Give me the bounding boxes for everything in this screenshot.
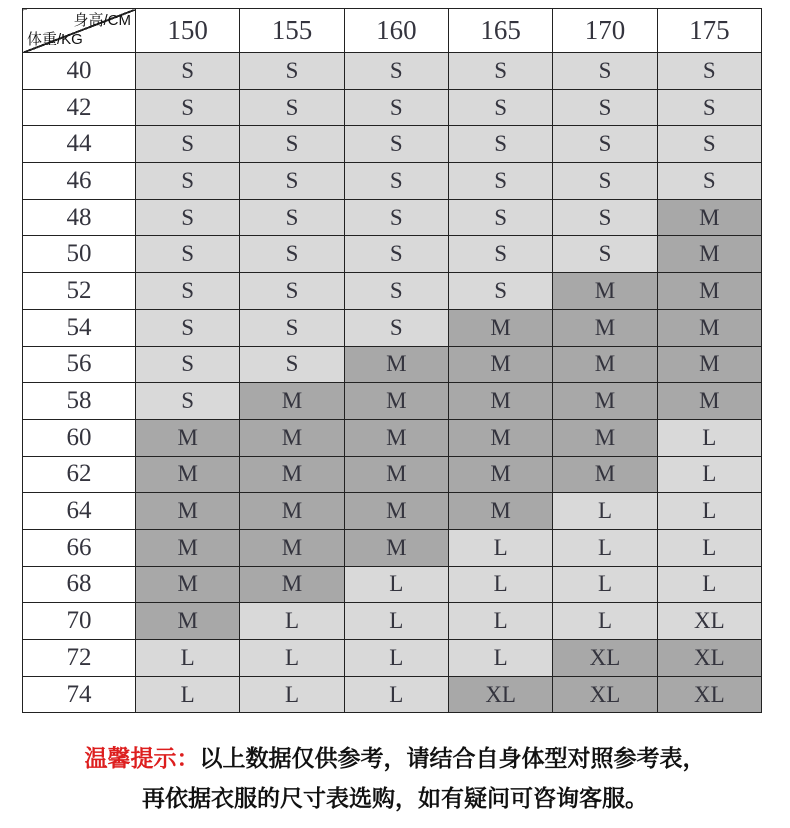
table-row [23, 529, 762, 566]
size-cell: L [240, 603, 344, 640]
size-cell: S [240, 236, 344, 273]
size-cell: S [448, 199, 552, 236]
size-cell: M [553, 309, 657, 346]
size-cell: S [136, 163, 240, 200]
notice-prefix: 温馨提示： [84, 745, 200, 771]
size-cell: M [136, 603, 240, 640]
size-cell: M [344, 383, 448, 420]
size-cell: S [657, 126, 761, 163]
size-cell: S [344, 309, 448, 346]
size-cell: L [448, 603, 552, 640]
size-cell: M [240, 456, 344, 493]
height-column-header: 160 [344, 9, 448, 53]
size-cell: S [657, 89, 761, 126]
size-cell: M [136, 456, 240, 493]
table-row [23, 566, 762, 603]
size-cell: L [344, 603, 448, 640]
size-chart-table [22, 8, 762, 713]
weight-row-header: 48 [23, 199, 136, 236]
notice-line1-text: 以上数据仅供参考，请结合自身体型对照参考表， [199, 745, 706, 771]
size-cell: S [136, 89, 240, 126]
table-row [23, 273, 762, 310]
size-cell: S [553, 236, 657, 273]
height-column-header: 155 [240, 9, 344, 53]
table-row [23, 346, 762, 383]
size-cell: M [240, 566, 344, 603]
height-axis-label: 身高/CM [73, 12, 131, 29]
size-cell: M [448, 419, 552, 456]
table-row [23, 493, 762, 530]
weight-axis-label: 体重/KG [27, 31, 83, 48]
size-cell: L [344, 566, 448, 603]
size-cell: M [448, 493, 552, 530]
notice-line-1 [0, 738, 790, 778]
notice [0, 738, 790, 818]
corner-header-cell [23, 9, 136, 53]
weight-row-header: 72 [23, 640, 136, 677]
size-cell: L [553, 529, 657, 566]
size-cell: S [240, 309, 344, 346]
size-cell: S [344, 163, 448, 200]
size-cell: M [448, 346, 552, 383]
size-cell: M [553, 419, 657, 456]
size-cell: M [136, 419, 240, 456]
size-cell: M [240, 529, 344, 566]
size-cell: M [136, 493, 240, 530]
size-cell: S [240, 346, 344, 383]
size-cell: S [240, 163, 344, 200]
weight-row-header: 42 [23, 89, 136, 126]
size-cell: S [240, 126, 344, 163]
size-cell: XL [657, 640, 761, 677]
header-row [23, 9, 762, 53]
size-cell: L [344, 676, 448, 713]
size-cell: S [136, 199, 240, 236]
size-cell: M [553, 383, 657, 420]
table-row [23, 126, 762, 163]
size-cell: M [657, 236, 761, 273]
height-column-header: 165 [448, 9, 552, 53]
weight-row-header: 62 [23, 456, 136, 493]
size-cell: S [657, 53, 761, 90]
size-cell: M [344, 346, 448, 383]
table-row [23, 89, 762, 126]
height-column-header: 150 [136, 9, 240, 53]
table-row [23, 199, 762, 236]
size-cell: S [448, 126, 552, 163]
size-cell: XL [553, 676, 657, 713]
size-cell: L [657, 419, 761, 456]
weight-row-header: 54 [23, 309, 136, 346]
weight-row-header: 44 [23, 126, 136, 163]
weight-row-header: 40 [23, 53, 136, 90]
weight-row-header: 68 [23, 566, 136, 603]
size-cell: M [344, 529, 448, 566]
size-cell: S [240, 199, 344, 236]
notice-line-2: 再依据衣服的尺寸表选购，如有疑问可咨询客服。 [142, 785, 648, 811]
height-column-header: 170 [553, 9, 657, 53]
size-cell: L [553, 566, 657, 603]
table-row [23, 603, 762, 640]
size-cell: S [448, 273, 552, 310]
size-cell: M [657, 309, 761, 346]
size-cell: S [136, 236, 240, 273]
weight-row-header: 70 [23, 603, 136, 640]
size-cell: S [136, 126, 240, 163]
size-cell: M [344, 493, 448, 530]
weight-row-header: 56 [23, 346, 136, 383]
size-cell: L [240, 676, 344, 713]
size-cell: S [344, 53, 448, 90]
size-cell: S [553, 89, 657, 126]
size-cell: L [553, 493, 657, 530]
size-cell: S [344, 126, 448, 163]
size-cell: S [136, 53, 240, 90]
size-cell: S [344, 89, 448, 126]
weight-row-header: 64 [23, 493, 136, 530]
size-cell: M [553, 273, 657, 310]
size-cell: M [553, 346, 657, 383]
size-cell: S [136, 383, 240, 420]
table-row [23, 419, 762, 456]
size-cell: XL [657, 676, 761, 713]
size-cell: S [344, 236, 448, 273]
height-column-header: 175 [657, 9, 761, 53]
size-cell: M [240, 383, 344, 420]
size-cell: S [240, 273, 344, 310]
size-cell: M [344, 419, 448, 456]
size-cell: S [553, 163, 657, 200]
size-cell: M [136, 566, 240, 603]
size-cell: S [448, 163, 552, 200]
size-cell: M [448, 383, 552, 420]
table-row [23, 53, 762, 90]
size-cell: S [240, 53, 344, 90]
size-cell: L [657, 529, 761, 566]
size-cell: S [448, 89, 552, 126]
weight-row-header: 60 [23, 419, 136, 456]
size-cell: S [136, 309, 240, 346]
size-cell: M [344, 456, 448, 493]
size-cell: S [448, 236, 552, 273]
table-row [23, 236, 762, 273]
size-cell: M [657, 383, 761, 420]
weight-row-header: 52 [23, 273, 136, 310]
table-row [23, 163, 762, 200]
size-cell: M [240, 493, 344, 530]
size-cell: XL [553, 640, 657, 677]
size-cell: M [240, 419, 344, 456]
size-cell: S [448, 53, 552, 90]
size-cell: S [240, 89, 344, 126]
table-row [23, 383, 762, 420]
weight-row-header: 58 [23, 383, 136, 420]
size-cell: S [553, 126, 657, 163]
size-cell: S [657, 163, 761, 200]
weight-row-header: 46 [23, 163, 136, 200]
weight-row-header: 66 [23, 529, 136, 566]
size-cell: L [240, 640, 344, 677]
size-cell: L [448, 640, 552, 677]
size-cell: M [657, 273, 761, 310]
weight-row-header: 50 [23, 236, 136, 273]
size-cell: M [553, 456, 657, 493]
table-row [23, 456, 762, 493]
size-cell: S [344, 273, 448, 310]
table-body [23, 53, 762, 713]
size-cell: L [344, 640, 448, 677]
size-cell: S [553, 199, 657, 236]
size-cell: L [657, 493, 761, 530]
size-cell: L [657, 456, 761, 493]
size-cell: L [136, 640, 240, 677]
size-cell: L [136, 676, 240, 713]
size-cell: S [344, 199, 448, 236]
size-cell: M [448, 309, 552, 346]
size-cell: M [136, 529, 240, 566]
size-cell: L [448, 529, 552, 566]
table-row [23, 640, 762, 677]
table-row [23, 676, 762, 713]
size-cell: XL [657, 603, 761, 640]
size-cell: XL [448, 676, 552, 713]
size-cell: S [136, 273, 240, 310]
table-header [23, 9, 762, 53]
size-cell: S [553, 53, 657, 90]
size-cell: L [553, 603, 657, 640]
size-cell: M [657, 199, 761, 236]
size-cell: M [448, 456, 552, 493]
size-cell: L [657, 566, 761, 603]
size-cell: S [136, 346, 240, 383]
size-cell: M [657, 346, 761, 383]
weight-row-header: 74 [23, 676, 136, 713]
table-row [23, 309, 762, 346]
size-cell: L [448, 566, 552, 603]
